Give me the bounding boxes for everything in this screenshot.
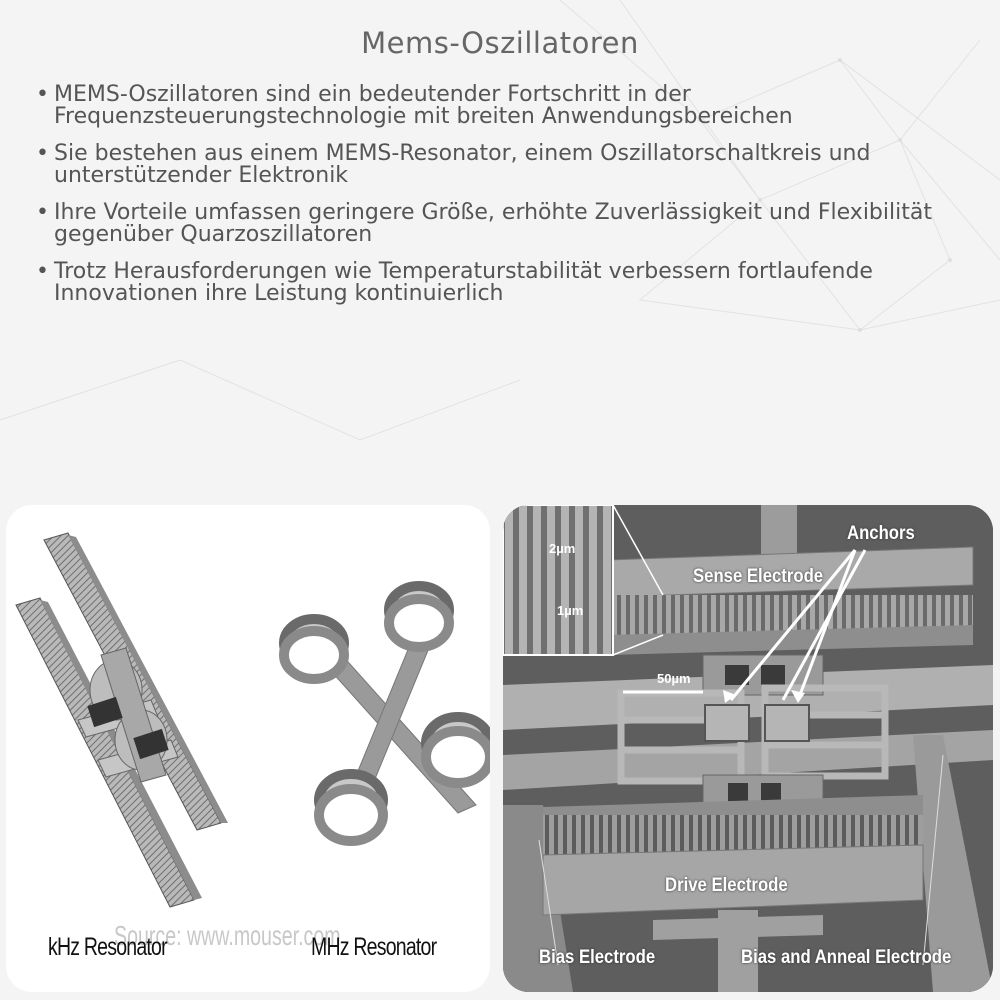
bullet-item <box>34 84 974 128</box>
bullet-item <box>34 143 974 187</box>
bullet-marker: • <box>36 141 49 166</box>
bullet-text: MEMS-Oszillatoren sind ein bedeutender Fortschritt in der Frequenzsteuerungstechnologie mit breiten Anwendungsbereichen <box>54 82 793 129</box>
page-title: Mems-Oszillatoren <box>361 26 639 60</box>
bullet-marker: • <box>36 200 49 225</box>
resonator-drawings <box>6 505 490 992</box>
anchors-label: Anchors <box>847 523 915 544</box>
bullet-marker: • <box>36 259 49 284</box>
scale-50um-label: 50µm <box>657 671 691 686</box>
bias-anneal-electrode-label: Bias and Anneal Electrode <box>741 947 952 968</box>
mhz-resonator-drawing <box>284 586 490 841</box>
bullet-marker: • <box>36 82 49 107</box>
source-watermark: Source: www.mouser.com <box>114 920 341 951</box>
sem-micrograph-card <box>503 505 993 992</box>
khz-resonator-label: kHz Resonator <box>48 933 167 961</box>
bullet-list <box>34 84 974 320</box>
bullet-item <box>34 202 974 246</box>
scale-2um-label: 2µm <box>549 541 576 556</box>
bullet-item <box>34 261 974 305</box>
khz-resonator-drawing <box>16 533 228 907</box>
bias-electrode-label: Bias Electrode <box>539 947 656 968</box>
drive-electrode-label: Drive Electrode <box>665 875 788 896</box>
bullet-text: Sie bestehen aus einem MEMS-Resonator, einem Oszillatorschaltkreis und unterstützender Elektronik <box>54 141 871 188</box>
resonator-illustration-card <box>6 505 490 992</box>
bullet-text: Ihre Vorteile umfassen geringere Größe, erhöhte Zuverlässigkeit und Flexibilität gegenüber Quarzoszillatoren <box>54 200 932 247</box>
scale-1um-label: 1µm <box>557 603 584 618</box>
bullet-text: Trotz Herausforderungen wie Temperaturstabilität verbessern fortlaufende Innovationen ihre Leistung kontinuierlich <box>54 259 873 306</box>
mhz-resonator-label: MHz Resonator <box>311 933 437 961</box>
sense-electrode-label: Sense Electrode <box>693 566 824 587</box>
